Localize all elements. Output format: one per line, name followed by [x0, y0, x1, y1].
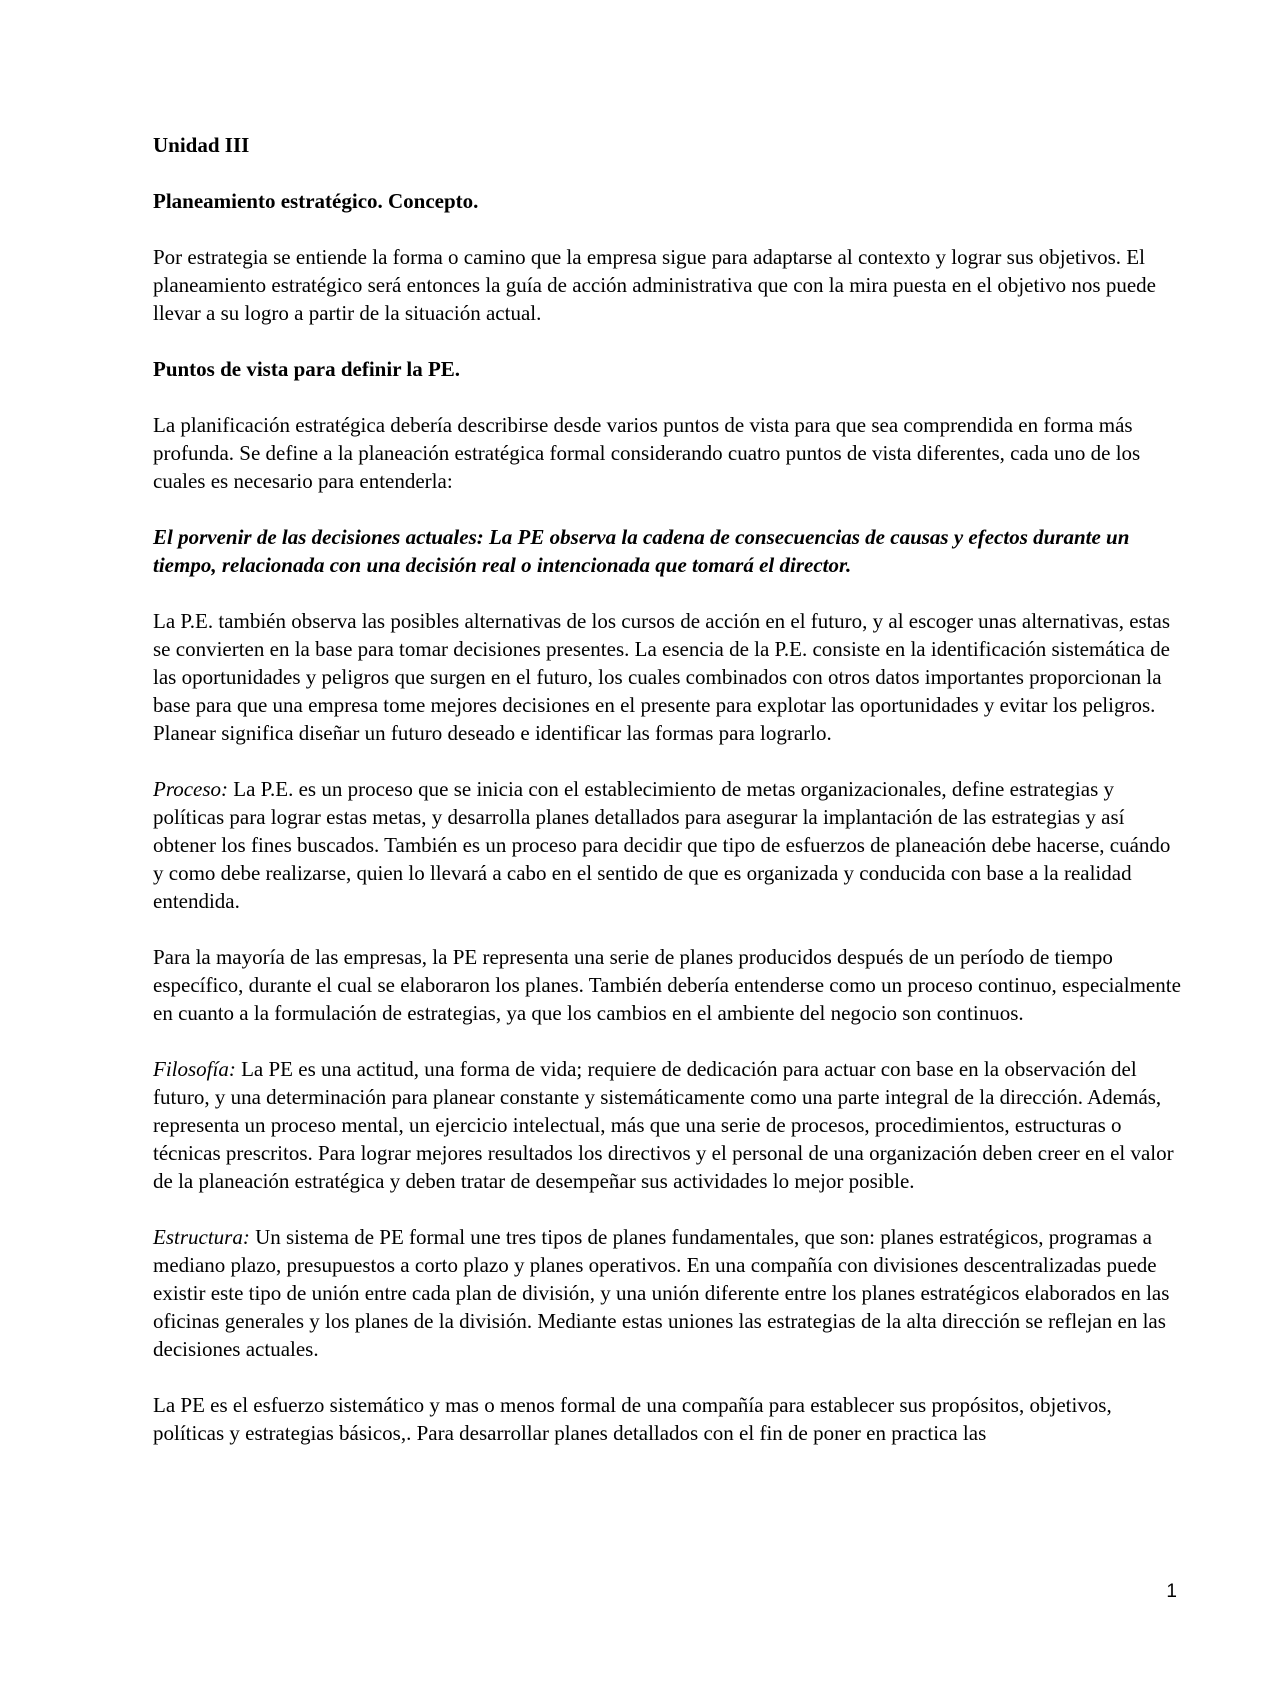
section-heading-concept: Planeamiento estratégico. Concepto. — [153, 189, 479, 213]
paragraph-continuous-process: Para la mayoría de las empresas, la PE representa una serie de planes producidos después de un período de tiempo específico, durante el cual se elaboraron los planes. También debería entenderse como un proceso continuo, especialmente en cuanto a la formulación de estrategias, ya que los cambios en el ambiente del negocio son continuos. — [153, 945, 1181, 1025]
estructura-text: Un sistema de PE formal une tres tipos de planes fundamentales, que son: planes estratégicos, programas a mediano plazo, presupuestos a corto plazo y planes operativos. En una compañía con divisiones descentralizadas puede existir este tipo de unión entre cada plan de división, y una unión diferente entre los planes estratégicos elaborados en las oficinas generales y los planes de la división. Mediante estas uniones las estrategias de la alta dirección se reflejan en las decisiones actuales. — [153, 1225, 1170, 1361]
proceso-label: Proceso: — [153, 777, 229, 801]
filosofia-label: Filosofía: — [153, 1057, 236, 1081]
paragraph-systematic-effort: La PE es el esfuerzo sistemático y mas o menos formal de una compañía para establecer sus propósitos, objetivos, políticas y estrategias básicos,. Para desarrollar planes detallados con el fin de poner en practica las — [153, 1393, 1112, 1445]
paragraph-viewpoints-intro: La planificación estratégica debería describirse desde varios puntos de vista para que sea comprendida en forma más profunda. Se define a la planeación estratégica formal considerando cuatro puntos de vista diferentes, cada uno de los cuales es necesario para entenderla: — [153, 413, 1141, 493]
estructura-label: Estructura: — [153, 1225, 250, 1249]
paragraph-filosofia — [153, 1055, 1183, 1195]
paragraph-alternatives: La P.E. también observa las posibles alternativas de los cursos de acción en el futuro, y al escoger unas alternativas, estas se convierten en la base para tomar decisiones presentes. La esencia de la P.E. consiste en la identificación sistemática de las oportunidades y peligros que surgen en el futuro, los cuales combinados con otros datos importantes proporcionan la base para que una empresa tome mejores decisiones en el presente para explotar las oportunidades y evitar los peligros. Planear significa diseñar un futuro deseado e identificar las formas para lograrlo. — [153, 609, 1171, 745]
unit-title: Unidad III — [153, 133, 250, 157]
section-heading-viewpoints: Puntos de vista para definir la PE. — [153, 357, 461, 381]
proceso-text: La P.E. es un proceso que se inicia con el establecimiento de metas organizacionales, define estrategias y políticas para lograr estas metas, y desarrolla planes detallados para asegurar la implantación de las estrategias y así obtener los fines buscados. También es un proceso para decidir que tipo de esfuerzos de planeación debe hacerse, cuándo y como debe realizarse, quien lo llevará a cabo en el sentido de que es organizada y conducida con base a la realidad entendida. — [153, 777, 1171, 913]
paragraph-proceso — [153, 775, 1183, 915]
paragraph-future-decisions: El porvenir de las decisiones actuales: La PE observa la cadena de consecuencias de causas y efectos durante un tiempo, relacionada con una decisión real o intencionada que tomará el director. — [153, 525, 1130, 577]
filosofia-text: La PE es una actitud, una forma de vida; requiere de dedicación para actuar con base en la observación del futuro, y una determinación para planear constante y sistemáticamente como una parte integral de la dirección. Además, representa un proceso mental, un ejercicio intelectual, más que una serie de procesos, procedimientos, estructuras o técnicas prescritos. Para lograr mejores resultados los directivos y el personal de una organización deben creer en el valor de la planeación estratégica y deben tratar de desempeñar sus actividades lo mejor posible. — [153, 1057, 1174, 1193]
document-body — [153, 131, 1183, 1475]
paragraph-strategy-definition: Por estrategia se entiende la forma o camino que la empresa sigue para adaptarse al contexto y lograr sus objetivos. El planeamiento estratégico será entonces la guía de acción administrativa que con la mira puesta en el objetivo nos puede llevar a su logro a partir de la situación actual. — [153, 245, 1156, 325]
paragraph-estructura — [153, 1223, 1183, 1363]
page-number: 1 — [1166, 1581, 1177, 1602]
